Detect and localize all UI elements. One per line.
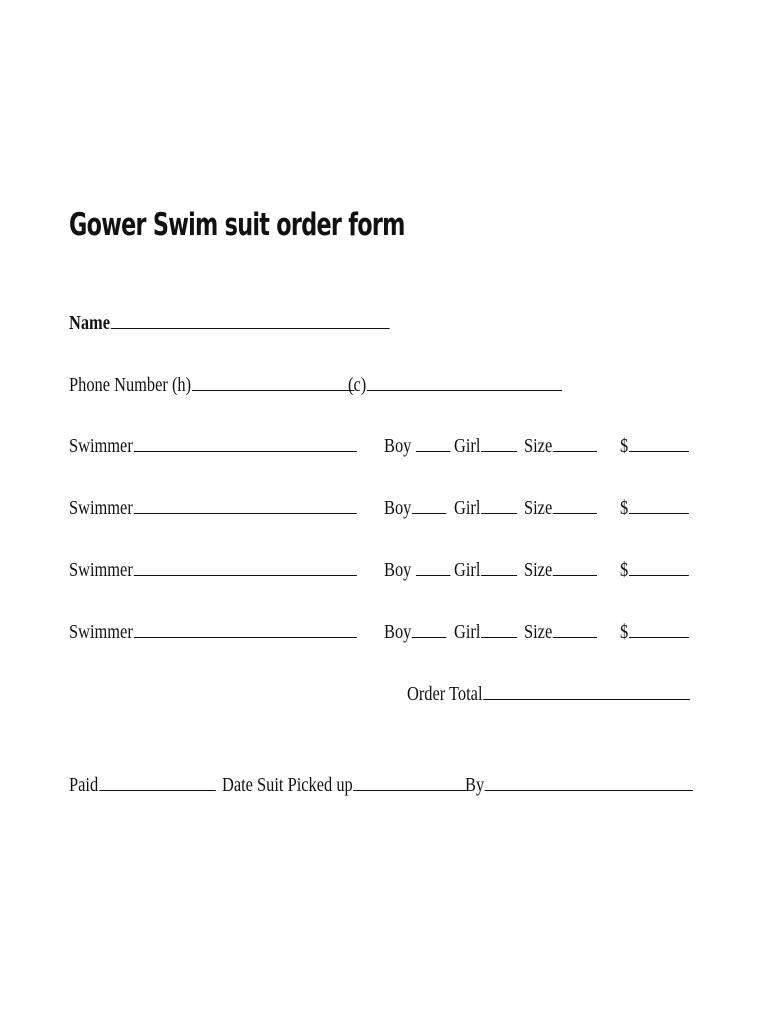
size-field[interactable] [524,434,597,458]
order-total-label: Order Total [407,683,483,705]
paid-label: Paid [69,774,99,796]
name-blank[interactable] [111,327,390,329]
name-label: Name [69,312,110,334]
swimmer-name-field[interactable] [69,558,357,582]
price-blank[interactable] [629,574,689,576]
size-field[interactable] [524,620,597,644]
swimmer-name-blank[interactable] [134,450,357,452]
girl-blank[interactable] [481,512,517,514]
order-total-row [0,676,770,706]
price-field[interactable] [620,496,689,520]
swimmer-name-field[interactable] [69,434,357,458]
size-blank[interactable] [553,450,597,452]
size-field[interactable] [524,558,597,582]
price-label: $ [620,435,629,457]
price-label: $ [620,559,629,581]
boy-label: Boy [384,497,412,519]
price-field[interactable] [620,558,689,582]
swimmer-label: Swimmer [69,497,133,519]
price-field[interactable] [620,620,689,644]
girl-label: Girl [454,559,481,581]
girl-field[interactable] [454,558,517,582]
by-label: By [465,774,485,796]
size-blank[interactable] [553,512,597,514]
size-label: Size [524,559,553,581]
cell-phone-blank[interactable] [367,389,562,391]
boy-blank[interactable] [412,512,446,514]
size-blank[interactable] [553,636,597,638]
home-phone-blank[interactable] [192,389,354,391]
boy-field[interactable] [384,434,451,458]
swimmer-name-blank[interactable] [134,512,357,514]
swimmer-name-blank[interactable] [134,574,357,576]
boy-label: Boy [384,435,412,457]
date-picked-field[interactable] [222,773,467,797]
swimmer-label: Swimmer [69,559,133,581]
boy-field[interactable] [384,620,447,644]
girl-field[interactable] [454,620,517,644]
price-label: $ [620,497,629,519]
girl-label: Girl [454,621,481,643]
girl-blank[interactable] [481,450,517,452]
form-title: Gower Swim suit order form [69,207,405,243]
swimmer-row-4 [0,614,770,644]
price-blank[interactable] [629,636,689,638]
name-row [0,305,770,335]
swimmer-name-field[interactable] [69,496,357,520]
size-label: Size [524,497,553,519]
boy-blank[interactable] [412,636,446,638]
girl-label: Girl [454,497,481,519]
cell-phone-field[interactable] [348,373,562,397]
price-label: $ [620,621,629,643]
price-blank[interactable] [629,450,689,452]
girl-field[interactable] [454,434,517,458]
boy-field[interactable] [384,496,447,520]
swimmer-row-2 [0,490,770,520]
order-total-blank[interactable] [483,698,690,700]
home-phone-label: Phone Number (h) [69,374,192,396]
paid-field[interactable] [69,773,215,797]
swimmer-name-blank[interactable] [134,636,357,638]
girl-blank[interactable] [481,636,517,638]
paid-blank[interactable] [99,789,215,791]
price-blank[interactable] [629,512,689,514]
order-total-field[interactable] [407,682,690,706]
home-phone-field[interactable] [69,373,354,397]
by-field[interactable] [465,773,693,797]
boy-blank[interactable] [416,450,450,452]
swimmer-label: Swimmer [69,621,133,643]
girl-label: Girl [454,435,481,457]
size-blank[interactable] [553,574,597,576]
size-label: Size [524,435,553,457]
phone-row [0,367,770,397]
date-picked-blank[interactable] [354,789,467,791]
swimmer-label: Swimmer [69,435,133,457]
girl-field[interactable] [454,496,517,520]
date-picked-label: Date Suit Picked up [222,774,353,796]
boy-field[interactable] [384,558,451,582]
girl-blank[interactable] [481,574,517,576]
boy-label: Boy [384,559,412,581]
cell-phone-label: (c) [348,374,367,396]
price-field[interactable] [620,434,689,458]
by-blank[interactable] [485,789,693,791]
size-label: Size [524,621,553,643]
boy-label: Boy [384,621,412,643]
swimmer-row-1 [0,428,770,458]
boy-blank[interactable] [416,574,450,576]
swimmer-name-field[interactable] [69,620,357,644]
swimmer-row-3 [0,552,770,582]
pickup-row [0,767,770,797]
size-field[interactable] [524,496,597,520]
name-field[interactable] [69,311,390,335]
